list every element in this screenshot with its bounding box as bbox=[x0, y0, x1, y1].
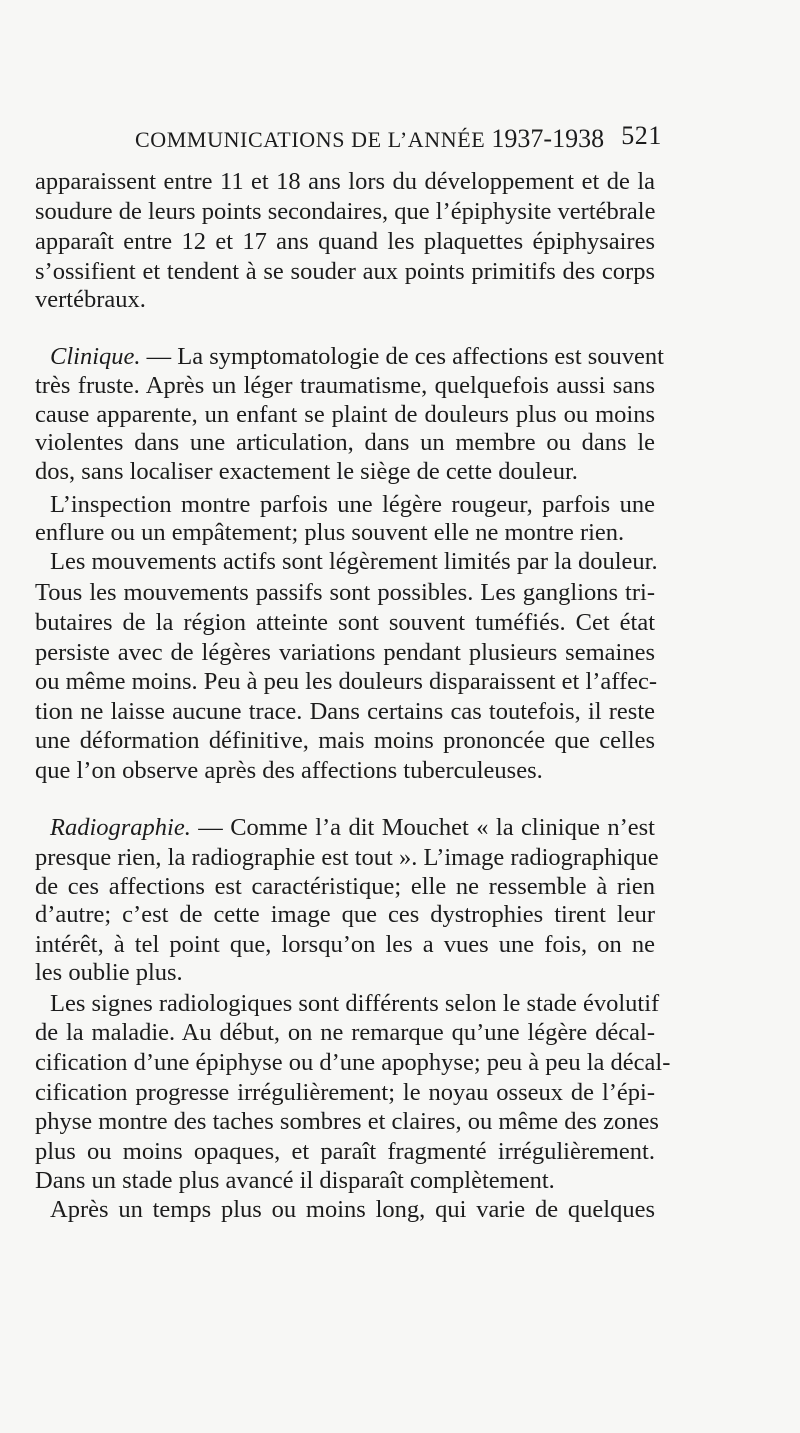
text-line: persiste avec de légères variations pendant plusieurs semaines bbox=[35, 639, 655, 666]
text-line: s’ossifient et tendent à se souder aux points primitifs des corps bbox=[35, 258, 655, 285]
text-line: Les mouvements actifs sont légèrement limités par la douleur. bbox=[50, 548, 658, 575]
text-line-body: — La symptomatologie de ces affections est souvent bbox=[146, 343, 664, 370]
text-line: soudure de leurs points secondaires, que l’épiphysite vertébrale bbox=[35, 198, 656, 225]
text-line: butaires de la région atteinte sont souvent tuméfiés. Cet état bbox=[35, 609, 655, 636]
running-title-years: 1937-1938 bbox=[491, 124, 605, 153]
text-line: L’inspection montre parfois une légère rougeur, parfois une bbox=[50, 491, 655, 518]
text-line: les oublie plus. bbox=[35, 959, 183, 986]
text-line: de ces affections est caractéristique; elle ne ressemble à rien bbox=[35, 873, 655, 900]
running-title bbox=[135, 124, 604, 154]
text-line: de la maladie. Au début, on ne remarque qu’une légère décal- bbox=[35, 1019, 655, 1046]
text-line: cification d’une épiphyse ou d’une apophyse; peu à peu la décal- bbox=[35, 1049, 671, 1076]
text-line: plus ou moins opaques, et paraît fragmenté irrégulièrement. bbox=[35, 1138, 655, 1165]
text-line: cification progresse irrégulièrement; le noyau osseux de l’épi- bbox=[35, 1079, 655, 1106]
section-lead-radiographie: Radiographie. bbox=[50, 814, 191, 841]
text-line: cause apparente, un enfant se plaint de douleurs plus ou moins bbox=[35, 401, 655, 428]
text-line: Tous les mouvements passifs sont possibles. Les ganglions tri- bbox=[35, 579, 655, 606]
page-number: 521 bbox=[621, 121, 662, 150]
text-line: apparaît entre 12 et 17 ans quand les plaquettes épiphysaires bbox=[35, 228, 655, 255]
text-line: presque rien, la radiographie est tout ». L’image radiographique bbox=[35, 844, 659, 871]
text-line: Les signes radiologiques sont différents selon le stade évolutif bbox=[50, 990, 660, 1017]
text-line: très fruste. Après un léger traumatisme, quelquefois aussi sans bbox=[35, 372, 655, 399]
text-line: que l’on observe après des affections tuberculeuses. bbox=[35, 757, 543, 784]
text-line: enflure ou un empâtement; plus souvent elle ne montre rien. bbox=[35, 519, 625, 546]
text-line: violentes dans une articulation, dans un membre ou dans le bbox=[35, 429, 655, 456]
text-line-clinique bbox=[50, 342, 664, 372]
text-line: intérêt, à tel point que, lorsqu’on les a vues une fois, on ne bbox=[35, 931, 655, 958]
text-line: apparaissent entre 11 et 18 ans lors du développement et de la bbox=[35, 168, 655, 195]
text-line: dos, sans localiser exactement le siège de cette douleur. bbox=[35, 458, 578, 485]
text-line: Après un temps plus ou moins long, qui varie de quelques bbox=[50, 1196, 655, 1223]
section-lead-clinique: Clinique. bbox=[50, 343, 141, 370]
text-line: ou même moins. Peu à peu les douleurs disparaissent et l’affec- bbox=[35, 668, 658, 695]
text-line: physe montre des taches sombres et claires, ou même des zones bbox=[35, 1108, 659, 1135]
text-line: tion ne laisse aucune trace. Dans certains cas toutefois, il reste bbox=[35, 698, 655, 725]
text-line: d’autre; c’est de cette image que ces dystrophies tirent leur bbox=[35, 901, 655, 928]
text-line-body: — Comme l’a dit Mouchet « la clinique n’est bbox=[198, 814, 655, 841]
text-line: vertébraux. bbox=[35, 286, 146, 313]
text-line: une déformation définitive, mais moins prononcée que celles bbox=[35, 727, 655, 754]
text-line: Dans un stade plus avancé il disparaît complètement. bbox=[35, 1167, 555, 1194]
text-line-radiographie bbox=[50, 813, 655, 843]
running-header bbox=[135, 120, 662, 156]
running-title-text: COMMUNICATIONS DE L’ANNÉE bbox=[135, 127, 486, 152]
